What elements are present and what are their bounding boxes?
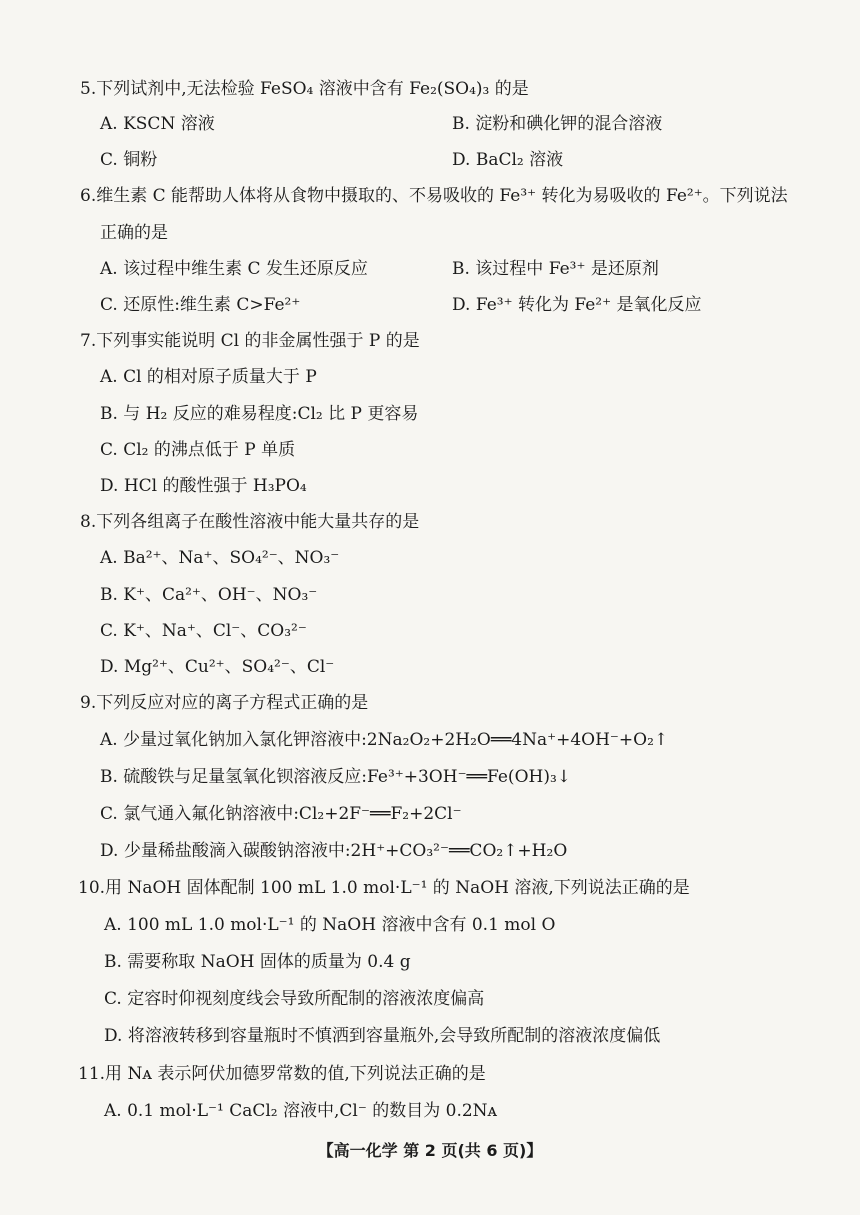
q9-option-a: A. 少量过氧化钠加入氯化钾溶液中:2Na₂O₂+2H₂O══4Na⁺+4OH⁻+O₂↑ <box>100 730 669 750</box>
q6-option-b: B. 该过程中 Fe³⁺ 是还原剂 <box>452 259 659 279</box>
q9-option-b: B. 硫酸铁与足量氢氧化钡溶液反应:Fe³⁺+3OH⁻══Fe(OH)₃↓ <box>100 767 572 787</box>
q9-option-d: D. 少量稀盐酸滴入碳酸钠溶液中:2H⁺+CO₃²⁻══CO₂↑+H₂O <box>100 841 568 861</box>
q6-option-d: D. Fe³⁺ 转化为 Fe²⁺ 是氧化反应 <box>452 295 702 315</box>
q11-stem: 11.用 Nᴀ 表示阿伏加德罗常数的值,下列说法正确的是 <box>78 1064 486 1084</box>
q7-option-a: A. Cl 的相对原子质量大于 P <box>100 367 317 387</box>
q10-option-a: A. 100 mL 1.0 mol·L⁻¹ 的 NaOH 溶液中含有 0.1 mol O <box>104 915 556 935</box>
q5-option-b: B. 淀粉和碘化钾的混合溶液 <box>452 114 663 134</box>
q7-option-d: D. HCl 的酸性强于 H₃PO₄ <box>100 476 307 496</box>
q5-option-d: D. BaCl₂ 溶液 <box>452 150 564 170</box>
q8-option-b: B. K⁺、Ca²⁺、OH⁻、NO₃⁻ <box>100 585 318 605</box>
q5-option-a: A. KSCN 溶液 <box>100 114 215 134</box>
q10-option-b: B. 需要称取 NaOH 固体的质量为 0.4 g <box>104 952 411 972</box>
q11-option-a: A. 0.1 mol·L⁻¹ CaCl₂ 溶液中,Cl⁻ 的数目为 0.2Nᴀ <box>104 1101 498 1121</box>
q9-stem: 9.下列反应对应的离子方程式正确的是 <box>80 693 369 713</box>
q7-stem: 7.下列事实能说明 Cl 的非金属性强于 P 的是 <box>80 331 420 351</box>
q9-option-c: C. 氯气通入氟化钠溶液中:Cl₂+2F⁻══F₂+2Cl⁻ <box>100 804 462 824</box>
q8-option-d: D. Mg²⁺、Cu²⁺、SO₄²⁻、Cl⁻ <box>100 657 335 677</box>
q10-option-d: D. 将溶液转移到容量瓶时不慎洒到容量瓶外,会导致所配制的溶液浓度偏低 <box>104 1026 661 1046</box>
q6-stem-line2: 正确的是 <box>100 223 168 243</box>
q8-option-a: A. Ba²⁺、Na⁺、SO₄²⁻、NO₃⁻ <box>100 548 340 568</box>
q8-option-c: C. K⁺、Na⁺、Cl⁻、CO₃²⁻ <box>100 621 307 641</box>
q7-option-c: C. Cl₂ 的沸点低于 P 单质 <box>100 440 296 460</box>
q6-option-c: C. 还原性:维生素 C>Fe²⁺ <box>100 295 301 315</box>
page-footer: 【高一化学 第 2 页(共 6 页)】 <box>317 1141 543 1160</box>
q5-stem: 5.下列试剂中,无法检验 FeSO₄ 溶液中含有 Fe₂(SO₄)₃ 的是 <box>80 79 529 99</box>
q6-stem-line1: 6.维生素 C 能帮助人体将从食物中摄取的、不易吸收的 Fe³⁺ 转化为易吸收的 Fe²⁺。下列说法 <box>80 186 788 206</box>
q5-option-c: C. 铜粉 <box>100 150 158 170</box>
q8-stem: 8.下列各组离子在酸性溶液中能大量共存的是 <box>80 512 420 532</box>
q10-stem: 10.用 NaOH 固体配制 100 mL 1.0 mol·L⁻¹ 的 NaOH 溶液,下列说法正确的是 <box>78 878 690 898</box>
q10-option-c: C. 定容时仰视刻度线会导致所配制的溶液浓度偏高 <box>104 989 485 1009</box>
q6-option-a: A. 该过程中维生素 C 发生还原反应 <box>100 259 368 279</box>
q7-option-b: B. 与 H₂ 反应的难易程度:Cl₂ 比 P 更容易 <box>100 404 419 424</box>
